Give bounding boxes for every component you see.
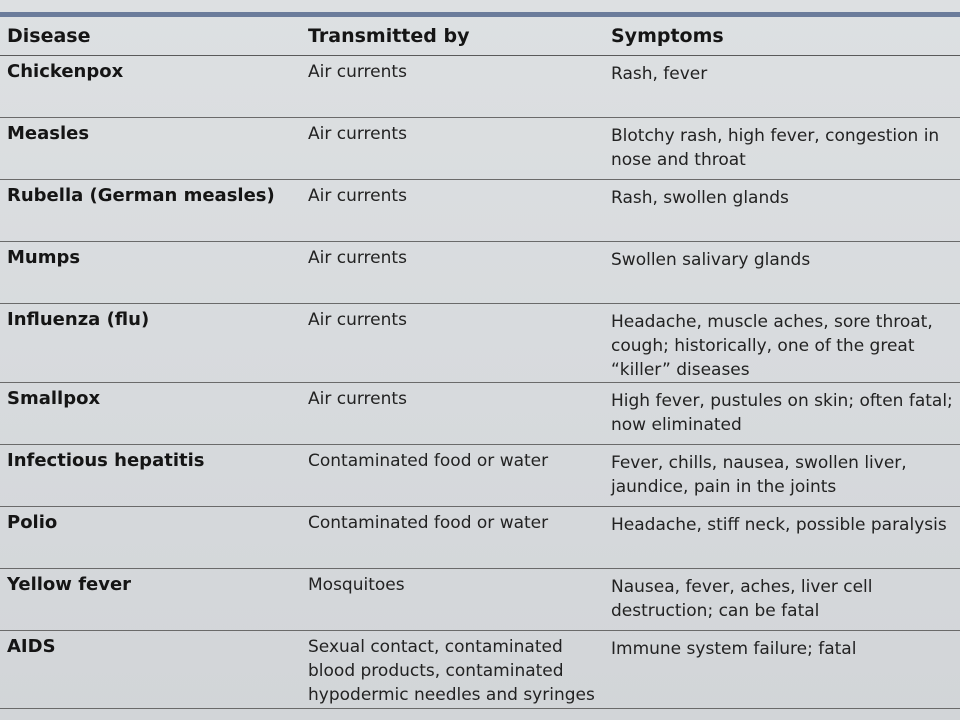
table-row xyxy=(0,117,960,179)
table-row xyxy=(0,506,960,568)
cell-symptoms: Rash, fever xyxy=(603,55,960,117)
cell-transmitted-by: Air currents xyxy=(300,303,603,382)
cell-disease: Measles xyxy=(0,117,300,179)
header-transmitted-by: Transmitted by xyxy=(300,17,603,55)
cell-transmitted-by: Air currents xyxy=(300,241,603,303)
cell-transmitted-by: Mosquitoes xyxy=(300,568,603,630)
cell-disease: AIDS xyxy=(0,630,300,708)
table-row xyxy=(0,630,960,708)
cell-transmitted-by: Contaminated food or water xyxy=(300,506,603,568)
cell-disease: Polio xyxy=(0,506,300,568)
cell-symptoms: Rash, swollen glands xyxy=(603,179,960,241)
cell-transmitted-by: Air currents xyxy=(300,55,603,117)
table-row xyxy=(0,568,960,630)
cell-disease: Smallpox xyxy=(0,382,300,444)
table-row xyxy=(0,179,960,241)
cell-transmitted-by: Air currents xyxy=(300,117,603,179)
cell-symptoms: Nausea, fever, aches, liver cell destruction; can be fatal xyxy=(603,568,960,630)
cell-disease: Infectious hepatitis xyxy=(0,444,300,506)
cell-transmitted-by: Air currents xyxy=(300,382,603,444)
header-row xyxy=(0,17,960,55)
cell-symptoms: Headache, muscle aches, sore throat, cough; historically, one of the great “killer” diseases xyxy=(603,303,960,382)
cell-transmitted-by: Air currents xyxy=(300,179,603,241)
cell-disease: Yellow fever xyxy=(0,568,300,630)
cell-symptoms: Immune system failure; fatal xyxy=(603,630,960,708)
cell-disease: Chickenpox xyxy=(0,55,300,117)
disease-table xyxy=(0,17,960,709)
cell-disease: Influenza (flu) xyxy=(0,303,300,382)
cell-transmitted-by: Sexual contact, contaminated blood products, contaminated hypodermic needles and syringes xyxy=(300,630,603,708)
cell-symptoms: Headache, stiff neck, possible paralysis xyxy=(603,506,960,568)
cell-disease: Mumps xyxy=(0,241,300,303)
cell-symptoms: Fever, chills, nausea, swollen liver, jaundice, pain in the joints xyxy=(603,444,960,506)
header-symptoms: Symptoms xyxy=(603,17,960,55)
header-disease: Disease xyxy=(0,17,300,55)
table-row xyxy=(0,55,960,117)
table-row xyxy=(0,382,960,444)
cell-disease: Rubella (German measles) xyxy=(0,179,300,241)
cell-symptoms: Blotchy rash, high fever, congestion in nose and throat xyxy=(603,117,960,179)
cell-transmitted-by: Contaminated food or water xyxy=(300,444,603,506)
table-row xyxy=(0,241,960,303)
table-row xyxy=(0,303,960,382)
table-row xyxy=(0,444,960,506)
cell-symptoms: High fever, pustules on skin; often fatal; now eliminated xyxy=(603,382,960,444)
cell-symptoms: Swollen salivary glands xyxy=(603,241,960,303)
